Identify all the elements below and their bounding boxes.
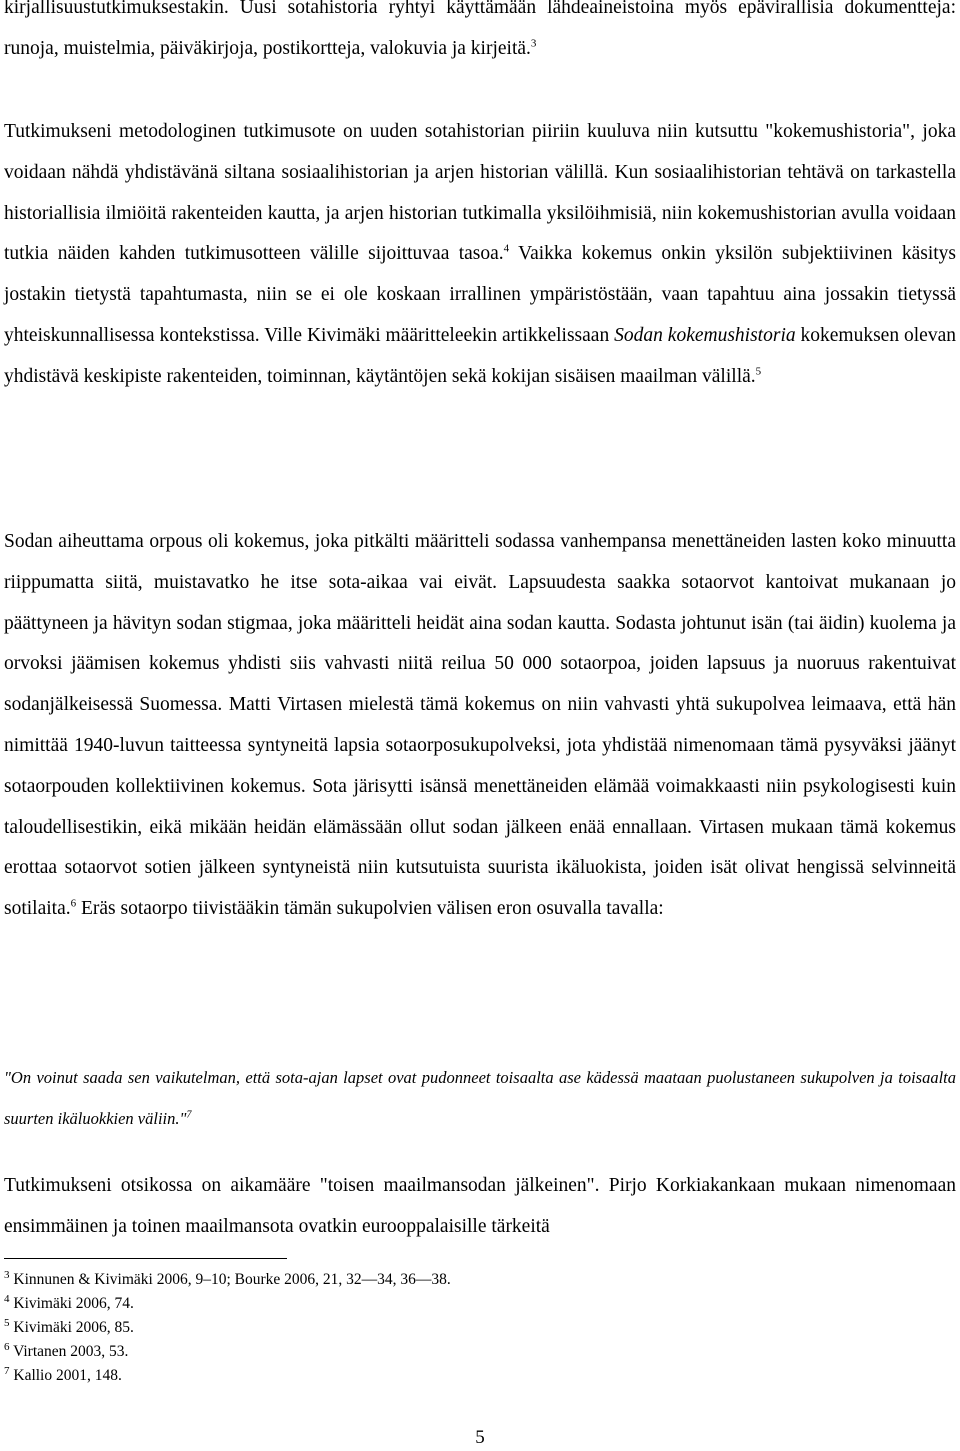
footnote-item	[4, 1340, 904, 1364]
footnote-ref[interactable]: 5	[755, 365, 762, 378]
footnote-number: 6	[4, 1340, 10, 1353]
paragraph-methodology	[4, 112, 956, 398]
footnote-item	[4, 1364, 904, 1388]
footnote-number: 7	[4, 1364, 10, 1377]
footnote-number: 5	[4, 1316, 10, 1329]
article-title: Sodan kokemushistoria	[614, 324, 796, 346]
paragraph-text: Tutkimukseni otsikossa on aikamääre "toisen maailmansodan jälkeinen". Pirjo Korkiakankaan mukaan nimenomaan ensimmäinen ja toinen maailmansota ovatkin eurooppalaisille tärkeitä	[4, 1175, 956, 1237]
footnote-list	[4, 1268, 904, 1388]
footnote-item	[4, 1292, 904, 1316]
paragraph-text: Tutkimukseni metodologinen tutkimusote on uuden sotahistorian piiriin kuuluva niin kutsuttu "kokemushistoria", joka voidaan nähdä yhdistävänä siltana sosiaalihistorian ja arjen historian välillä. Kun sosiaalihistorian tehtävä on tarkastella historiallisia ilmiöitä rakenteiden kautta, ja arjen historian tutkimalla yksilöihmisiä, niin kokemushistorian avulla voidaan tutkia näiden kahden tutkimusotteen välille sijoittuvaa tasoa.	[4, 121, 956, 265]
paragraph-text: Sodan aiheuttama orpous oli kokemus, joka pitkälti määritteli sodassa vanhempansa menettäneiden lasten koko minuutta riippumatta siitä, muistavatko he itse sota-aikaa vai eivät. Lapsuudesta saakka sotaorvot kantoivat mukanaan jo päättyneen ja hävityn sodan stigmaa, joka määritteli heidät aina sodan kautta. Sodasta johtunut isän (tai äidin) kuolema ja orvoksi jäämisen kokemus yhdisti siis vahvasti niitä reilua 50 000 sotaorpoa, joiden lapsuus ja nuoruus rakentuivat sodanjälkeisessä Suomessa. Matti Virtasen mielestä tämä kokemus on niin vahvasti yhtä sukupolvea leimaava, että hän nimittää 1940-luvun taitteessa syntyneitä lapsia sotaorposukupolveksi, jota yhdistää nimenomaan tämä pysyväksi jäänyt sotaorpouden kollektiivinen kokemus. Sota järisytti isänsä menettäneiden elämää voimakkaasti niin psykologisesti kuin taloudellisestikin, eikä mikään heidän elämässään ollut sodan jälkeen enää ennallaan. Virtasen mukaan tämä kokemus erottaa sotaorvot sotien jälkeen syntyneistä niin kutsutuista suurista ikäluokista, joiden isät olivat hengissä selvinneitä sotilaita.	[4, 531, 956, 920]
footnote-ref[interactable]: 4	[503, 242, 510, 255]
footnote-text: Virtanen 2003, 53.	[13, 1343, 129, 1360]
footnote-text: Kivimäki 2006, 85.	[13, 1319, 134, 1336]
paragraph-title-discussion	[4, 1166, 956, 1248]
footnote-text: Kinnunen & Kivimäki 2006, 9–10; Bourke 2006, 21, 32—34, 36—38.	[13, 1271, 451, 1288]
paragraph-text: Eräs sotaorpo tiivistääkin tämän sukupolvien välisen eron osuvalla tavalla:	[76, 898, 664, 920]
footnote-item	[4, 1268, 904, 1292]
paragraph-text: kokemuksen olevan yhdistävä keskipiste rakenteiden, toiminnan, käytäntöjen sekä kokijan sisäisen maailman välillä.	[4, 324, 956, 387]
footnote-ref[interactable]: 7	[186, 1109, 192, 1121]
paragraph-intro	[4, 0, 956, 70]
footnote-text: Kallio 2001, 148.	[13, 1367, 122, 1384]
footnote-ref[interactable]: 6	[70, 897, 77, 910]
footnote-number: 3	[4, 1268, 10, 1281]
quote-text: "On voinut saada sen vaikutelman, että sota-ajan lapset ovat pudonneet toisaalta ase kädessä maataan puolustaneen sukupolven ja toisaalta suurten ikäluokkien väliin."	[4, 1068, 956, 1128]
footnote-number: 4	[4, 1292, 10, 1305]
paragraph-orphanhood	[4, 522, 956, 930]
footnote-item	[4, 1316, 904, 1340]
footnote-divider	[4, 1258, 287, 1259]
footnote-text: Kivimäki 2006, 74.	[13, 1295, 134, 1312]
footnote-ref[interactable]: 3	[530, 37, 537, 50]
block-quote	[4, 1057, 956, 1139]
page-number: 5	[475, 1427, 485, 1448]
paragraph-text: kirjallisuustutkimuksestakin. Uusi sotahistoria ryhtyi käyttämään lähdeaineistoina myös epävirallisia dokumentteja: runoja, muistelmia, päiväkirjoja, postikortteja, valokuvia ja kirjeitä.	[4, 0, 956, 59]
paragraph-text: Vaikka kokemus onkin yksilön subjektiivinen käsitys jostakin tietystä tapahtumasta, niin se ei ole koskaan irrallinen ympäristöstään, vaan tapahtuu aina jossakin tietyssä yhteiskunnallisessa kontekstissa. Ville Kivimäki määritteleekin artikkelissaan	[4, 243, 956, 346]
